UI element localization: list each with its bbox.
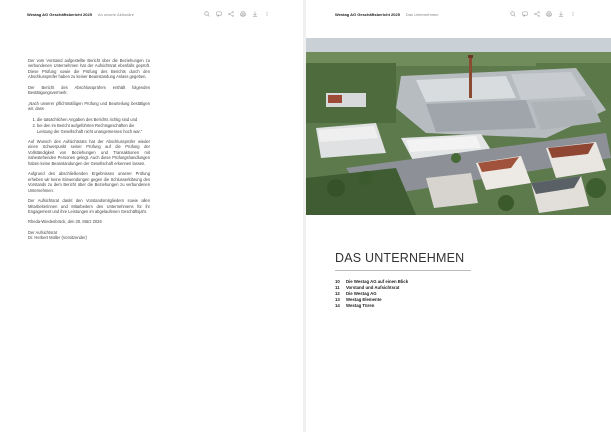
paragraph: Auf Wunsch des Aufsichtsrats hat der Abschlussprüfer wieder einen Schwerpunkt seiner Prüfung auf die Prüfung der Vollständigkeit von Beziehungen und Transaktionen mit nahestehenden Personen gelegt. Auch diese Prüfungshandlungen haben keine Beanstandungen der Gesellschaft erkennen lassen. xyxy=(28,138,150,166)
table-of-contents xyxy=(335,279,408,309)
toc-item[interactable] xyxy=(335,303,408,309)
paragraph: Der Aufsichtsrat dankt den Vorstandsmitgliedern sowie allen Mitarbeiterinnen und Mitarbeitern des Unternehmens für ihr Engagement und ihre Leistungen im abgelaufenen Geschäftsjahr. xyxy=(28,198,150,214)
factory-aerial-photo xyxy=(306,38,611,215)
paragraph: Der Bericht des Abschlussprüfers enthält folgenden Bestätigungsvermerk: xyxy=(28,84,150,96)
toc-label: Die Westag AG auf einen Blick xyxy=(346,279,409,284)
paragraph: Aufgrund des abschließenden Ergebnisses unserer Prüfung erheben wir keine Einwendungen gegen die Schlusserklärung des Vorstands zu dem Bericht über die Beziehungen zu verbundenen Unternehmen. xyxy=(28,171,150,193)
supervisory-board-report-text xyxy=(28,58,150,241)
left-header-brand: Westag AG Geschäftsbericht 2025 xyxy=(27,12,92,17)
title-divider xyxy=(335,270,471,271)
left-toolbar xyxy=(203,10,270,17)
menu-icon[interactable] xyxy=(569,10,576,17)
left-page xyxy=(0,0,303,432)
toc-page-number: 10 xyxy=(335,279,340,284)
download-icon[interactable] xyxy=(557,10,564,17)
toc-label: Vorstand und Aufsichtsrat xyxy=(346,285,400,291)
signature-line: Der Aufsichtsrat xyxy=(28,229,57,235)
toc-label: Die Westag AG xyxy=(346,291,377,297)
signature-name: Dr. Herbert Müller (Vorsitzender) xyxy=(28,235,87,241)
menu-icon[interactable] xyxy=(263,10,270,17)
paragraph: Der vom Vorstand aufgestellte Bericht über die Beziehungen zu verbundenen Unternehmen hat der Aufsichtsrat ebenfalls geprüft. Diese Prüfung sowie die Prüfung des Berichts durch den Abschlussprüfer haben zu keiner Beanstandung Anlass gegeben. xyxy=(28,58,150,80)
right-header-brand: Westag AG Geschäftsbericht 2025 xyxy=(335,12,400,17)
search-icon[interactable] xyxy=(509,10,516,17)
toc-page-number: 11 xyxy=(335,285,340,291)
share-icon[interactable] xyxy=(533,10,540,17)
toc-label: Westag Elemente xyxy=(346,297,382,303)
toc-page-number: 13 xyxy=(335,297,340,303)
print-icon[interactable] xyxy=(239,10,246,17)
search-icon[interactable] xyxy=(203,10,210,17)
download-icon[interactable] xyxy=(251,10,258,17)
right-page xyxy=(306,0,611,432)
share-icon[interactable] xyxy=(227,10,234,17)
confirmation-list xyxy=(28,117,150,134)
toc-page-number: 12 xyxy=(335,291,340,297)
comment-icon[interactable] xyxy=(215,10,222,17)
paragraph: „Nach unserer pflichtmäßigen Prüfung und Beurteilung bestätigen wir, dass xyxy=(28,100,150,112)
left-header xyxy=(27,12,134,17)
left-header-section: An unsere Aktionäre xyxy=(97,12,134,17)
page-title: DAS UNTERNEHMEN xyxy=(335,251,465,265)
place-date: Rheda-Wiedenbrück, den 30. März 2026 xyxy=(28,219,102,225)
right-header xyxy=(335,12,438,17)
toc-page-number: 14 xyxy=(335,303,340,309)
right-header-section: Das Unternehmen xyxy=(405,12,439,17)
print-icon[interactable] xyxy=(545,10,552,17)
list-item: 2. bei den im Bericht aufgeführten Rechtsgeschäften die Leistung der Gesellschaft nicht unangemessen hoch war.“ xyxy=(37,123,150,134)
right-toolbar xyxy=(509,10,576,17)
list-item: 1. die tatsächlichen Angaben des Berichts richtig sind und xyxy=(37,117,150,122)
comment-icon[interactable] xyxy=(521,10,528,17)
toc-label: Westag Türen xyxy=(346,303,375,309)
